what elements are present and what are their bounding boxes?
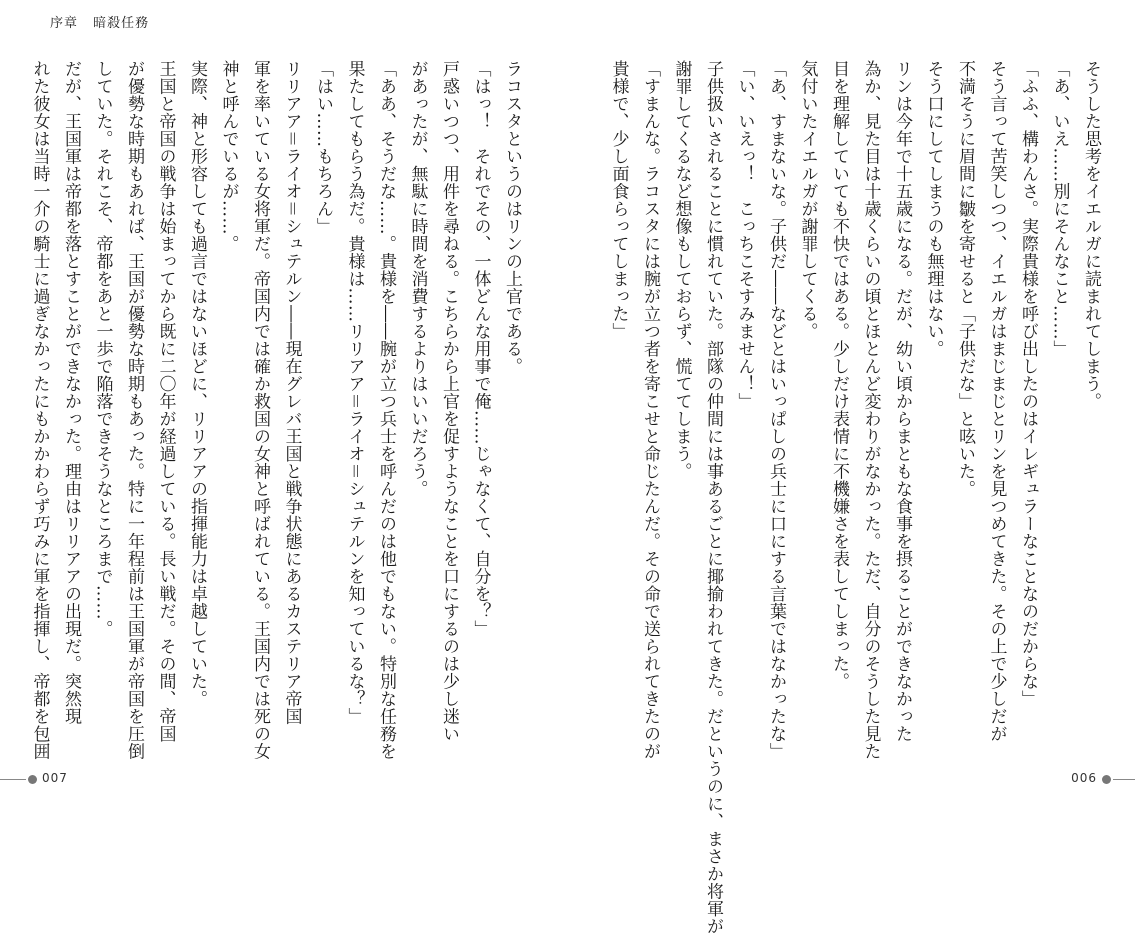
text-line: 気付いたイエルガが謝罪してくる。 — [797, 60, 818, 340]
text-line: 「すまんな。ラコスタには腕が立つ者を寄こせと命じたんだ。その命で送られてきたのが — [640, 60, 660, 760]
text-line: していた。それこそ、帝都をあと一歩で陥落できそうなところまで……。 — [92, 60, 113, 638]
text-line: 「い、いえっ！ こっちこそすみません！」 — [734, 60, 755, 410]
text-line: 「ふふ、構わんさ。実際貴様を呼び出したのはイレギュラーなことなのだからな」 — [1018, 60, 1038, 708]
text-line: リリアア＝ライオ＝シュテルン――現在グレバ王国と戦争状態にあるカステリア帝国 — [281, 60, 302, 725]
text-line: 不満そうに眉間に皺を寄せると「子供だな」と呟いた。 — [955, 60, 975, 498]
left-page — [0, 0, 567, 800]
chapter-label: 序章 — [50, 16, 79, 31]
left-page-text — [29, 60, 527, 760]
text-line: 「ああ、そうだな……。貴様を――腕が立つ兵士を呼んだのは他でもない。特別な任務を — [376, 60, 396, 760]
text-line: そう口にしてしまうのも無理はない。 — [923, 60, 944, 358]
text-line: そうした思考をイエルガに読まれてしまう。 — [1081, 60, 1101, 410]
footer-dot-icon — [1102, 775, 1111, 784]
text-line: 為か、見た目は十歳くらいの頃とほとんど変わりがなかった。ただ、自分のそうした見た — [860, 60, 881, 760]
text-line: だが、王国軍は帝都を落とすことができなかった。理由はリリアアの出現だ。突然現 — [61, 60, 81, 725]
text-line: リンは今年で十五歳になる。だが、幼い頃からまともな食事を摂ることができなかった — [892, 60, 912, 743]
text-line: 実際、神と形容しても過言ではないほどに、リリアアの指揮能力は卓越していた。 — [187, 60, 207, 708]
text-line: 軍を率いている女将軍だ。帝国内では確か救国の女神と呼ばれている。王国内では死の女 — [250, 60, 270, 760]
text-line: 果たしてもらう為だ。貴様は……リリアア＝ライオ＝シュテルンを知っているな？」 — [344, 60, 365, 725]
page-number: 006 — [1071, 771, 1097, 785]
text-line: 子供扱いされることに慣れていた。部隊の仲間には事あるごとに揶揄われてきた。だというのに、まさか将軍が — [703, 60, 723, 935]
chapter-title: 暗殺任務 — [93, 16, 150, 31]
footer-rule — [1113, 779, 1135, 780]
left-page-footer — [0, 772, 567, 788]
text-line: 戸惑いつつ、用件を尋ねる。こちらから上官を促すようなことを口にするのは少し迷い — [439, 60, 459, 743]
text-line: 神と呼んでいるが……。 — [218, 60, 239, 253]
text-line: があったが、無駄に時間を消費するよりはいいだろう。 — [407, 60, 428, 498]
footer-rule — [0, 779, 26, 780]
text-line: ラコスタというのはリンの上官である。 — [502, 60, 522, 375]
right-page — [568, 0, 1135, 935]
right-page-footer — [568, 772, 1135, 788]
text-line: 「はっ！ それでその、一体どんな用事で俺……じゃなくて、自分を？」 — [470, 60, 491, 638]
chapter-header — [50, 12, 159, 31]
page-number: 007 — [42, 771, 68, 785]
footer-dot-icon — [28, 775, 37, 784]
text-line: そう言って苦笑しつつ、イエルガはまじまじとリンを見つめてきた。その上で少しだが — [986, 60, 1007, 743]
text-line: 貴様で、少し面食らってしまった」 — [608, 60, 629, 340]
text-line: 「あ、いえ……別にそんなこと……」 — [1049, 60, 1070, 358]
text-line: 「はい……もちろん」 — [313, 60, 333, 235]
text-line: が優勢な時期もあれば、王国が優勢な時期もあった。特に一年程前は王国軍が帝国を圧倒 — [124, 60, 144, 760]
text-line: れた彼女は当時一介の騎士に過ぎなかったにもかかわらず巧みに軍を指揮し、帝都を包囲 — [29, 60, 50, 760]
text-line: 目を理解していても不快ではある。少しだけ表情に不機嫌さを表してしまった。 — [829, 60, 849, 690]
text-line: 王国と帝国の戦争は始まってから既に二〇年が経過している。長い戦だ。その間、帝国 — [155, 60, 176, 743]
text-line: 「あ、すまないな。子供だ――などとはいっぱしの兵士に口にする言葉ではなかったな」 — [766, 60, 786, 760]
text-line: 謝罪してくるなど想像もしておらず、慌ててしまう。 — [671, 60, 692, 480]
